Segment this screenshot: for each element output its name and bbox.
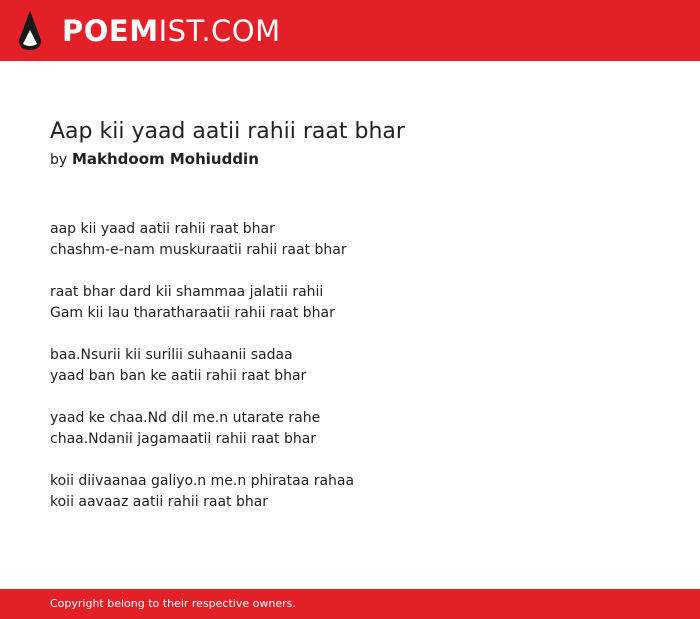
stanza [50, 471, 670, 513]
stanza [50, 219, 670, 261]
poem-line: yaad ban ban ke aatii rahii raat bhar [50, 368, 307, 384]
poem-line: raat bhar dard kii shammaa jalatii rahii [50, 284, 324, 300]
poem-line: chashm-e-nam muskuraatii rahii raat bhar [50, 242, 347, 258]
by-label: by [50, 152, 68, 168]
stanza [50, 408, 670, 450]
poem-line: baa.Nsurii kii surilii suhaanii sadaa [50, 347, 293, 363]
poem-line: koii diivaanaa galiyo.n me.n phirataa rahaa [50, 473, 355, 489]
author-name[interactable]: Makhdoom Mohiuddin [71, 150, 259, 168]
site-logo[interactable] [62, 14, 281, 48]
poem-title: Aap kii yaad aatii rahii raat bhar [50, 119, 405, 144]
site-header [0, 0, 700, 61]
stanza [50, 282, 670, 324]
byline [50, 149, 259, 170]
site-footer [0, 589, 700, 619]
logo-light-text: IST.COM [158, 14, 281, 48]
poem-line: aap kii yaad aatii rahii raat bhar [50, 221, 275, 237]
stanza [50, 345, 670, 387]
poem-body [50, 219, 670, 534]
poem-line: Gam kii lau tharatharaatii rahii raat bhar [50, 305, 335, 321]
poem-line: koii aavaaz aatii rahii raat bhar [50, 494, 269, 510]
poem-line: chaa.Ndanii jagamaatii rahii raat bhar [50, 431, 317, 447]
logo-bold-text: POEM [62, 14, 159, 48]
pencil-tip-icon[interactable] [17, 10, 43, 51]
copyright-notice: Copyright belong to their respective owners. [50, 597, 296, 610]
poem-line: yaad ke chaa.Nd dil me.n utarate rahe [50, 410, 321, 426]
